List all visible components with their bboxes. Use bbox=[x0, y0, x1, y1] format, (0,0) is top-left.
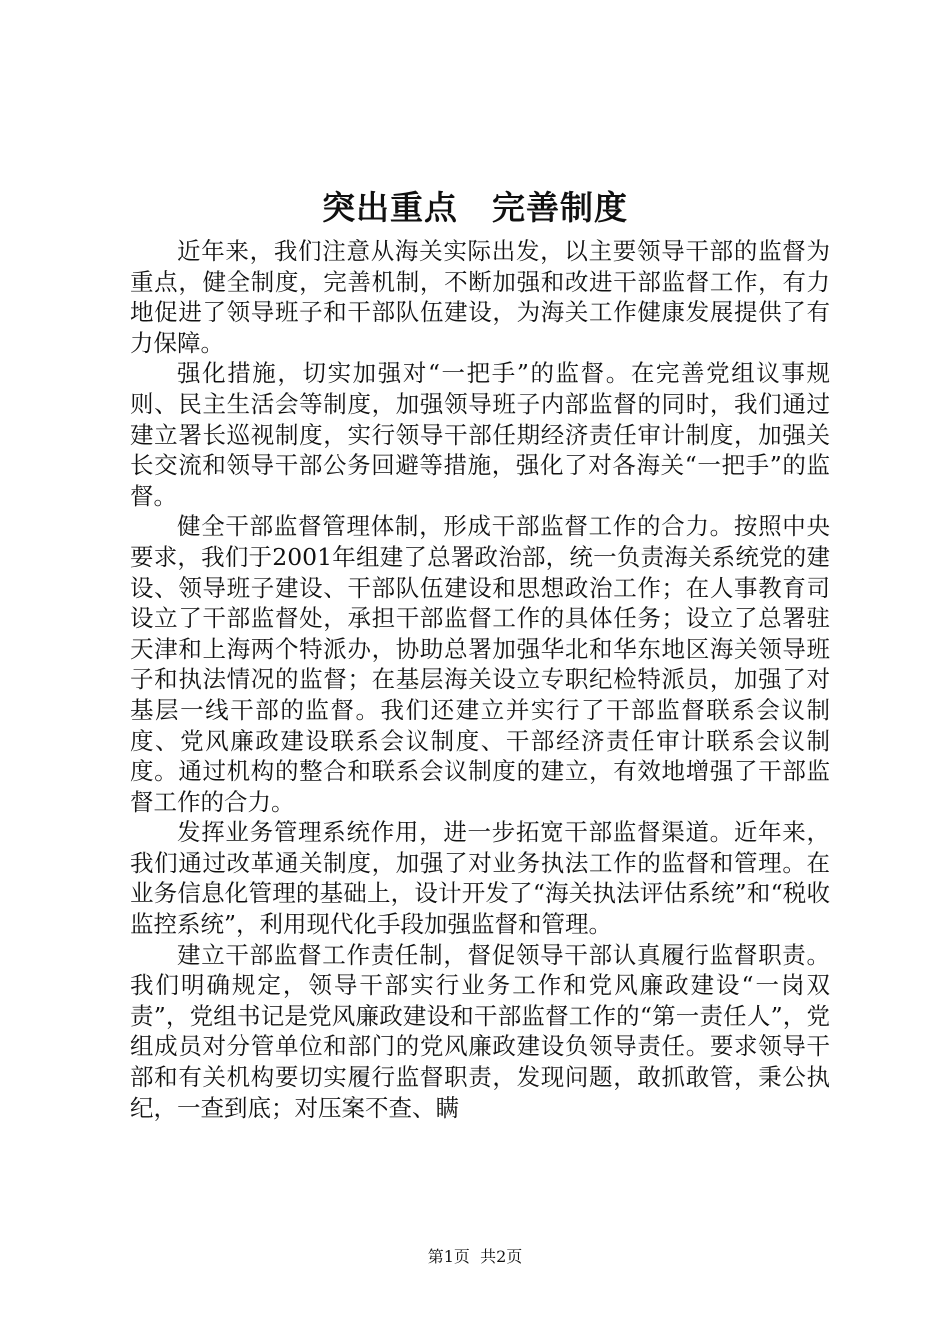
paragraph: 建立干部监督工作责任制，督促领导干部认真履行监督职责。我们明确规定，领导干部实行业务工作和党风廉政建设“一岗双责”，党组书记是党风廉政建设和干部监督工作的“第一责任人”，党组成员对分管单位和部门的党风廉政建设负领导责任。要求领导干部和有关机构要切实履行监督职责，发现问题，敢抓敢管，秉公执纪，一查到底；对压案不查、瞒 bbox=[130, 940, 830, 1122]
document-body bbox=[130, 236, 830, 1123]
page-number-footer: 第1页 共2页 bbox=[427, 1247, 523, 1266]
page-title: 突出重点 完善制度 bbox=[322, 188, 628, 227]
paragraph: 近年来，我们注意从海关实际出发，以主要领导干部的监督为重点，健全制度，完善机制，不断加强和改进干部监督工作，有力地促进了领导班子和干部队伍建设，为海关工作健康发展提供了有力保障。 bbox=[130, 237, 830, 357]
paragraph: 健全干部监督管理体制，形成干部监督工作的合力。按照中央要求，我们于2001年组建了总署政治部，统一负责海关系统党的建设、领导班子建设、干部队伍建设和思想政治工作；在人事教育司设立了干部监督处，承担干部监督工作的具体任务；设立了总署驻天津和上海两个特派办，协助总署加强华北和华东地区海关领导班子和执法情况的监督；在基层海关设立专职纪检特派员，加强了对基层一线干部的监督。我们还建立并实行了干部监督联系会议制度、党风廉政建设联系会议制度、干部经济责任审计联系会议制度。通过机构的整合和联系会议制度的建立，有效地增强了干部监督工作的合力。 bbox=[130, 512, 830, 816]
paragraph: 发挥业务管理系统作用，进一步拓宽干部监督渠道。近年来，我们通过改革通关制度，加强了对业务执法工作的监督和管理。在业务信息化管理的基础上，设计开发了“海关执法评估系统”和“税收监控系统”，利用现代化手段加强监督和管理。 bbox=[130, 818, 830, 939]
paragraph: 强化措施，切实加强对“一把手”的监督。在完善党组议事规则、民主生活会等制度，加强领导班子内部监督的同时，我们通过建立署长巡视制度，实行领导干部任期经济责任审计制度，加强关长交流和领导干部公务回避等措施，强化了对各海关“一把手”的监督。 bbox=[130, 359, 830, 510]
